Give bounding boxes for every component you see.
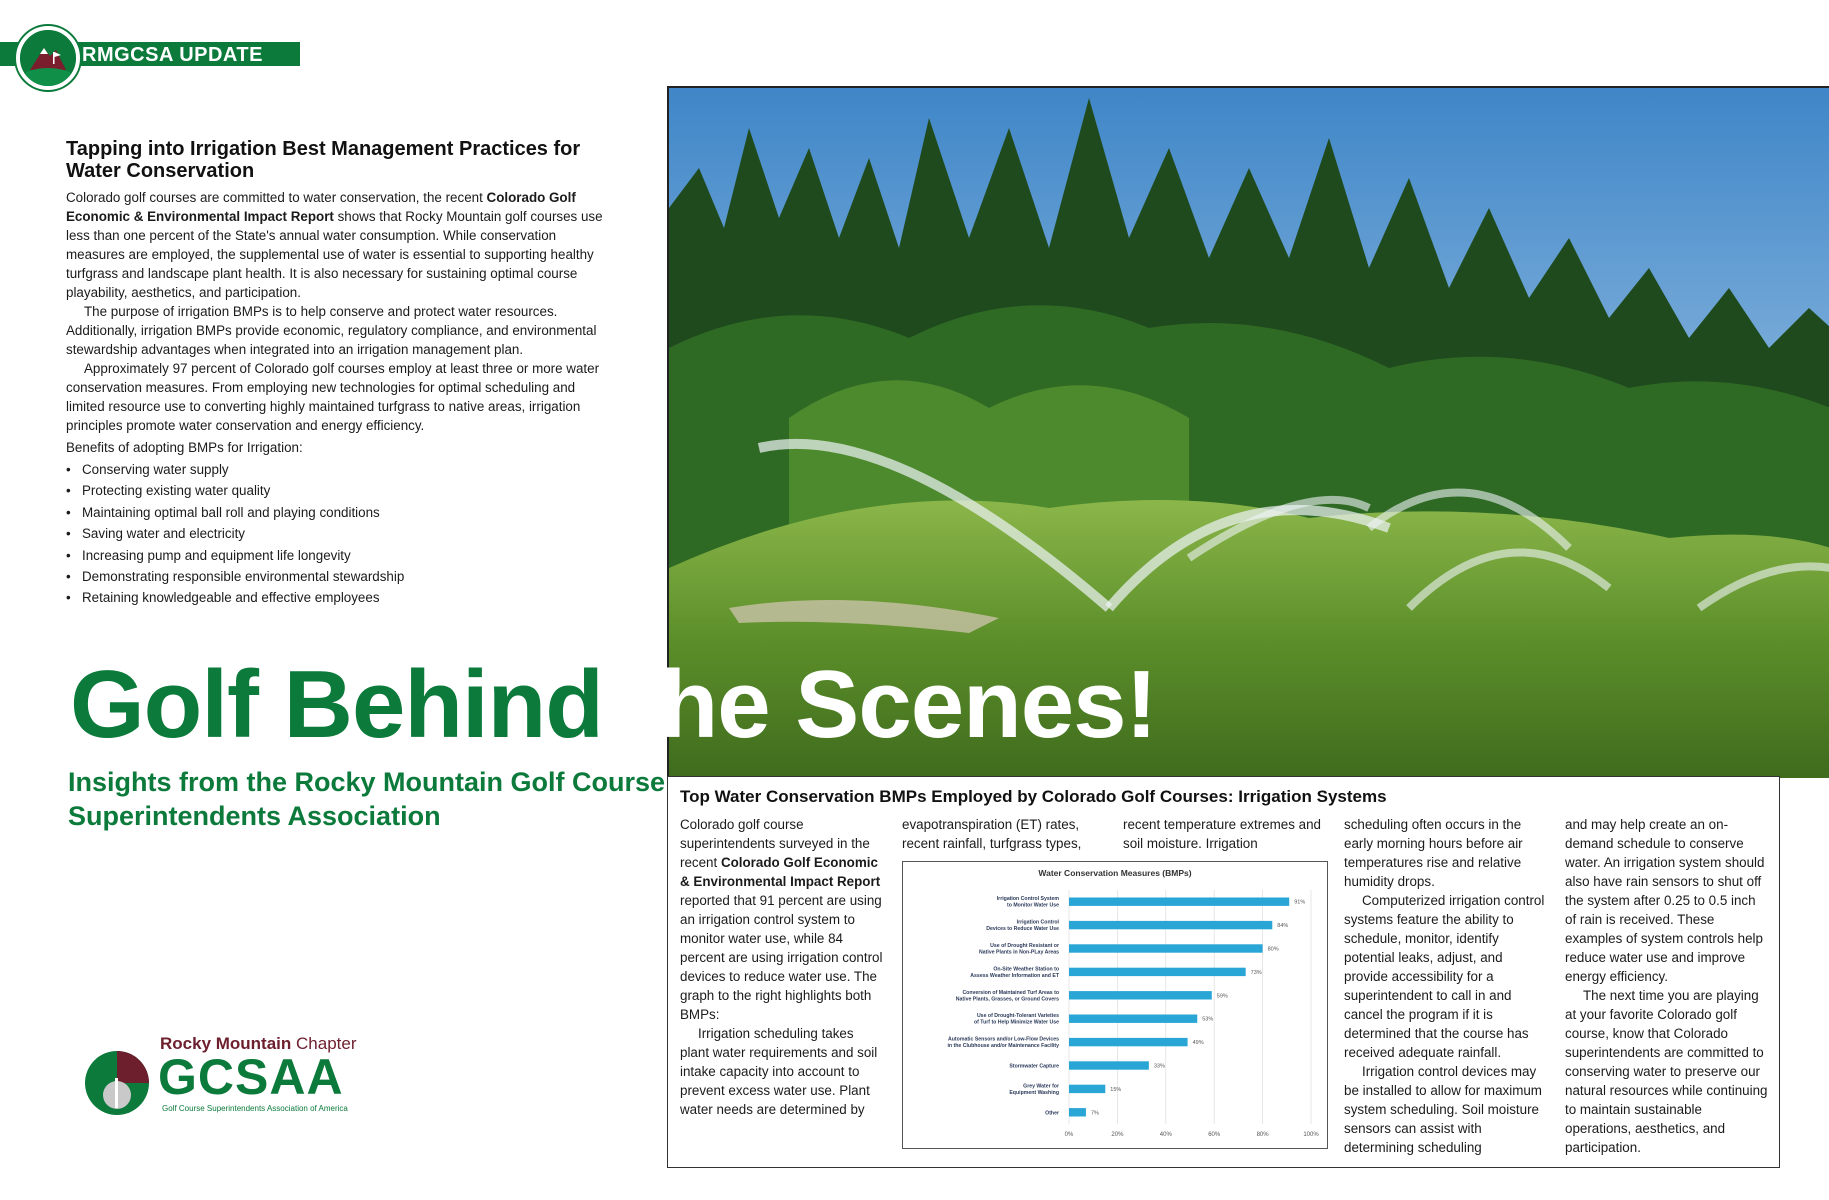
chart-category-label: On-Site Weather Station to Assess Weather Information and ET xyxy=(970,966,1059,979)
chart-bar xyxy=(1069,1038,1188,1046)
chart-category-label: Irrigation Control System to Monitor Water Use xyxy=(996,896,1059,909)
chart-bar xyxy=(1069,991,1212,999)
chart-x-tick-label: 100% xyxy=(1303,1132,1319,1138)
box-column-5 xyxy=(1565,815,1770,1157)
chart-value-label: 33% xyxy=(1153,1063,1165,1070)
bmp-bar-chart xyxy=(902,861,1328,1149)
list-item: • Protecting existing water quality xyxy=(66,480,606,501)
chart-category-label: Grey Water for Equipment Washing xyxy=(1009,1083,1059,1096)
bmp-info-box xyxy=(667,776,1780,1168)
chart-value-label: 91% xyxy=(1294,899,1306,906)
box-paragraph: The next time you are playing at your favorite Colorado golf course, know that Colorado superintendents are committed to conserving water to preserve our natural resources while continuing to maintain sustainable operations, aesthetics, and participation. xyxy=(1565,988,1768,1155)
list-item: • Maintaining optimal ball roll and playing conditions xyxy=(66,502,606,523)
headline-white: the Scenes! xyxy=(602,651,1157,758)
chart-x-tick-label: 0% xyxy=(1064,1132,1074,1138)
list-item: • Demonstrating responsible environmental stewardship xyxy=(66,566,606,587)
chart-x-tick-label: 60% xyxy=(1208,1132,1221,1138)
gcsaa-full-name: Golf Course Superintendents Association of America xyxy=(162,1104,348,1113)
chart-value-label: 49% xyxy=(1192,1040,1204,1047)
list-item: • Retaining knowledgeable and effective employees xyxy=(66,587,606,608)
chart-value-label: 84% xyxy=(1277,923,1289,930)
chart-bar xyxy=(1069,921,1272,929)
list-item: • Saving water and electricity xyxy=(66,523,606,544)
list-item: • Conserving water supply xyxy=(66,459,606,480)
chart-bar xyxy=(1069,968,1246,976)
box-paragraph: Computerized irrigation control systems feature the ability to schedule, monitor, identify potential leaks, adjust, and provide accessibility for a superintendent to call in and cancel the program if it is determined that the course has received adequate rainfall. xyxy=(1344,893,1545,1060)
chart-value-label: 53% xyxy=(1202,1016,1214,1023)
chart-category-label: Other xyxy=(1045,1110,1059,1117)
chart-title: Water Conservation Measures (BMPs) xyxy=(1038,868,1192,878)
headline-subtitle: Insights from the Rocky Mountain Golf Course Superintendents Association xyxy=(68,767,666,831)
box-paragraph: evapotranspiration (ET) rates, recent rainfall, turfgrass types, xyxy=(902,817,1082,851)
chart-value-label: 80% xyxy=(1267,946,1279,953)
article-column xyxy=(66,138,606,609)
rmgcsa-mountain-logo-icon xyxy=(16,26,80,90)
box-paragraph: recent temperature extremes and soil moisture. Irrigation xyxy=(1123,817,1321,851)
gcsaa-chapter: Rocky Mountain Chapter xyxy=(160,1034,357,1053)
gcsaa-seal-icon xyxy=(84,1050,150,1116)
chart-x-tick-label: 20% xyxy=(1111,1132,1124,1138)
chart-bar xyxy=(1069,897,1289,905)
chart-bar xyxy=(1069,1061,1149,1069)
bmp-bar-chart-svg xyxy=(903,862,1327,1148)
chart-x-tick-label: 80% xyxy=(1256,1132,1269,1138)
benefits-list xyxy=(66,459,606,609)
box-paragraph: Irrigation scheduling takes plant water requirements and soil intake capacity into account to prevent excess water use. Plant water needs are determined by xyxy=(680,1026,878,1117)
box-title: Top Water Conservation BMPs Employed by Colorado Golf Courses: Irrigation Systems xyxy=(680,787,1387,806)
article-paragraph-3: Approximately 97 percent of Colorado golf courses employ at least three or more water conservation measures. From employing new technologies for optimal scheduling and limited resource use to converting highly maintained turfgrass to native areas, irrigation principles promote water conservation and energy efficiency. xyxy=(66,361,600,433)
box-paragraph: and may help create an on-demand schedule to conserve water. An irrigation system should also have rain sensors to shut off the system after 0.25 to 0.5 inch of rain is received. These examples of system controls help reduce water use and improve energy efficiency. xyxy=(1565,817,1765,984)
headline-green: Golf Behind xyxy=(70,651,603,758)
chart-x-tick-label: 40% xyxy=(1159,1132,1172,1138)
box-column-4 xyxy=(1344,815,1549,1157)
box-paragraph: Irrigation control devices may be installed to allow for maximum system scheduling. Soil moisture sensors can assist with determining scheduling xyxy=(1344,1064,1542,1155)
chart-value-label: 7% xyxy=(1090,1110,1099,1117)
chart-category-label: Use of Drought Resistant or Native Plants in Non-PLay Areas xyxy=(979,943,1059,956)
chart-bar xyxy=(1069,1108,1086,1116)
chart-bar xyxy=(1069,944,1263,952)
article-title: Tapping into Irrigation Best Management Practices for Water Conservation xyxy=(66,138,581,182)
headline xyxy=(70,650,1156,760)
chart-category-label: Stormwater Capture xyxy=(1009,1063,1059,1070)
box-column-1 xyxy=(680,815,886,1119)
benefits-intro: Benefits of adopting BMPs for Irrigation: xyxy=(66,440,303,455)
box-paragraph: Colorado golf course superintendents surveyed in the recent Colorado Golf Economic & Environmental Impact Report reported that 91 percent are using an irrigation control system to monitor water use, while 84 percent are using irrigation control devices to reduce water use. The graph to the right highlights both BMPs: xyxy=(680,817,883,1022)
gcsaa-name: GCSAA xyxy=(158,1049,344,1105)
chart-bar xyxy=(1069,1014,1197,1022)
chart-value-label: 73% xyxy=(1250,969,1262,976)
chart-category-label: Use of Drought-Tolerant Varieties of Turf to Help Minimize Water Use xyxy=(973,1013,1059,1026)
section-tag: RMGCSA UPDATE xyxy=(82,44,263,66)
gcsaa-logo xyxy=(84,1030,384,1120)
box-column-3 xyxy=(1123,815,1328,853)
chart-value-label: 15% xyxy=(1110,1086,1122,1093)
list-item: • Increasing pump and equipment life longevity xyxy=(66,545,606,566)
article-paragraph-2: The purpose of irrigation BMPs is to help conserve and protect water resources. Additionally, irrigation BMPs provide economic, regulatory compliance, and environmental stewardship advantages when integrated into an irrigation management plan. xyxy=(66,304,597,357)
chart-category-label: Irrigation Control Devices to Reduce Water Use xyxy=(986,919,1059,933)
report-name: Colorado Golf Economic & Environmental Impact Report xyxy=(66,190,576,224)
article-paragraph-1: Colorado golf courses are committed to water conservation, the recent Colorado Golf Economic & Environmental Impact Report shows that Rocky Mountain golf courses use less than one percent of the State's annual water consumption. While conservation measures are employed, the supplemental use of water is essential to supporting healthy turfgrass and landscape plant health. It is also necessary for sustaining optimal course playability, aesthetics, and participation. xyxy=(66,190,603,300)
chart-category-label: Conversion of Maintained Turf Areas to Native Plants, Grasses, or Ground Covers xyxy=(955,989,1059,1003)
box-paragraph: scheduling often occurs in the early morning hours before air temperatures rise and relative humidity drops. xyxy=(1344,817,1523,889)
chart-category-label: Automatic Sensors and/or Low-Flow Devices in the Clubhouse and/or Maintenance Facility xyxy=(947,1036,1059,1050)
chart-bar xyxy=(1069,1085,1105,1093)
box-column-2 xyxy=(902,815,1107,853)
chart-value-label: 59% xyxy=(1216,993,1228,1000)
